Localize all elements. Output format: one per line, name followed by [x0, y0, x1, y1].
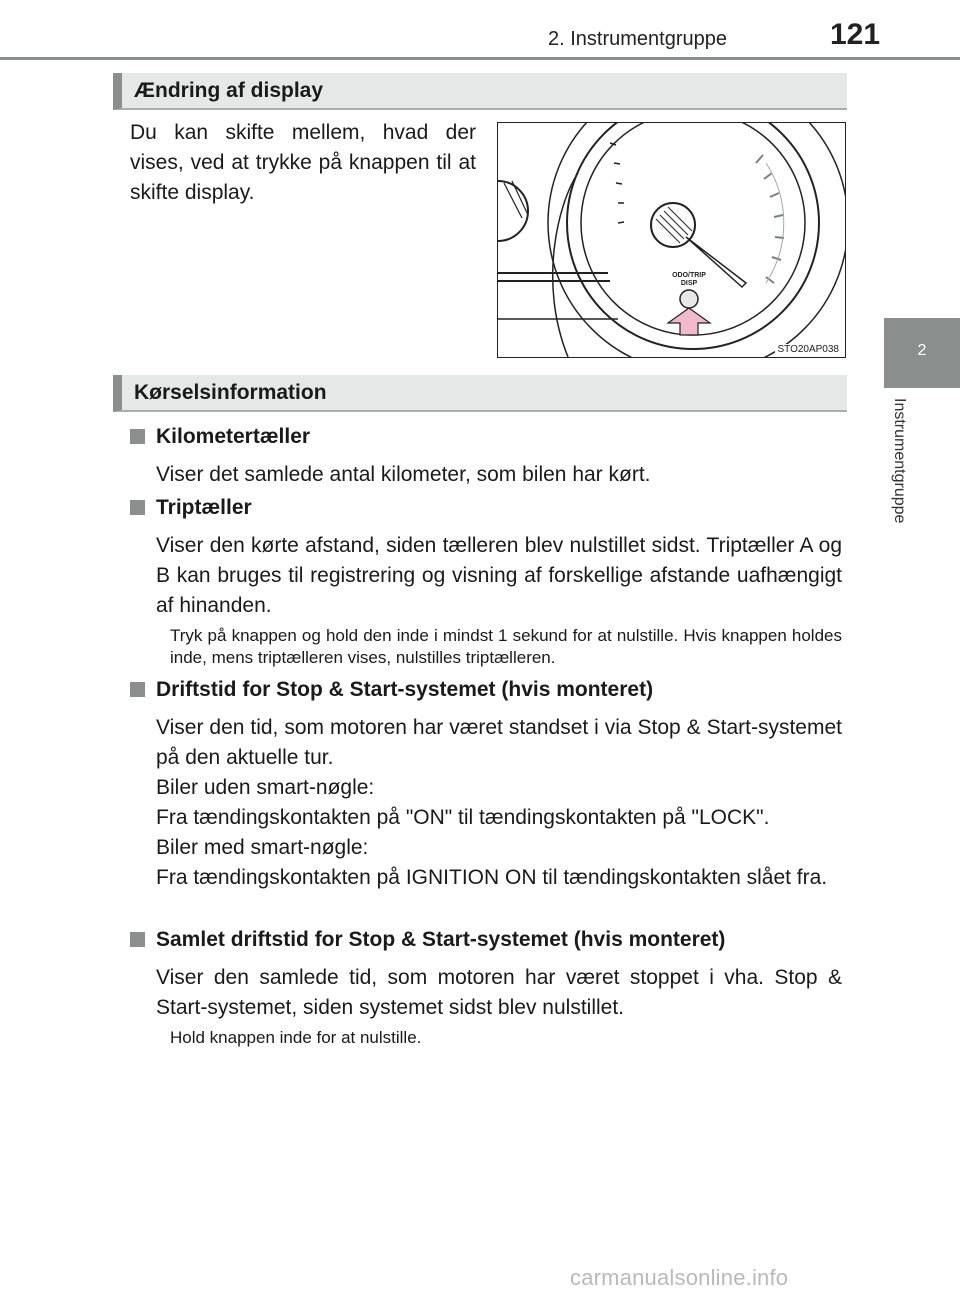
item-body	[156, 713, 842, 893]
cluster-drawing	[498, 123, 845, 357]
pointer-arrow	[668, 308, 710, 335]
intro-paragraph: Du kan skifte mellem, hvad der vises, ved at trykke på knappen til at skifte display.	[130, 121, 476, 204]
item-total-stop-start-time	[130, 926, 842, 1049]
item-title: Samlet driftstid for Stop & Start-systemet (hvis monteret)	[156, 928, 726, 951]
item-body: Viser det samlede antal kilometer, som bilen har kørt.	[156, 463, 651, 486]
odo-trip-button	[680, 290, 698, 308]
body-line: Fra tændingskontakten på "ON" til tændingskontakten på "LOCK".	[156, 806, 770, 829]
running-header-section: 2. Instrumentgruppe	[548, 28, 727, 50]
watermark: carmanualsonline.info	[570, 1265, 789, 1290]
bullet-square	[130, 682, 145, 697]
header-rule	[0, 57, 960, 60]
item-stop-start-time	[130, 676, 842, 893]
body-line: Fra tændingskontakten på IGNITION ON til tændingskontakten slået fra.	[156, 866, 828, 889]
section-heading-change-display	[113, 73, 847, 110]
item-body: Viser den samlede tid, som motoren har været stoppet i vha. Stop & Start-systemet, siden systemet sidst blev nulstillet.	[156, 966, 842, 1019]
figure-button-label-1: ODO/TRIP	[672, 272, 706, 279]
body-line: Viser den tid, som motoren har været standset i via Stop & Start-systemet på den aktuelle tur.	[156, 716, 842, 769]
chapter-side-label	[891, 398, 922, 598]
section-heading-text: Kørselsinformation	[134, 381, 327, 404]
body-line: Biler uden smart-nøgle:	[156, 776, 375, 799]
item-body: Viser den kørte afstand, siden tælleren blev nulstillet sidst. Triptæller A og B kan bruges til registrering og visning af forskellige afstande uafhængigt af hinanden.	[156, 534, 842, 617]
item-odometer	[130, 423, 842, 490]
item-title: Triptæller	[156, 496, 252, 519]
body-line: Biler med smart-nøgle:	[156, 836, 369, 859]
chapter-number: 2	[917, 342, 927, 359]
item-title: Kilometertæller	[156, 425, 311, 448]
chapter-side-label-text: Instrumentgruppe	[891, 398, 908, 524]
bullet-square	[130, 500, 145, 515]
instrument-cluster-illustration	[497, 122, 846, 358]
bullet-square	[130, 932, 145, 947]
item-note: Tryk på knappen og hold den inde i mindst 1 sekund for at nulstille. Hvis knappen holdes inde, mens triptælleren vises, nulstilles triptælleren.	[170, 626, 842, 667]
section-heading-driving-info	[113, 375, 847, 412]
item-trip-meter	[130, 494, 842, 669]
item-note: Hold knappen inde for at nulstille.	[170, 1028, 422, 1047]
page-number: 121	[830, 18, 881, 51]
figure-button-label-2: DISP	[680, 280, 698, 287]
chapter-tab	[884, 318, 960, 388]
bullet-square	[130, 429, 145, 444]
figure-code: STO20AP038	[777, 344, 839, 355]
section-heading-text: Ændring af display	[134, 79, 324, 102]
item-title: Driftstid for Stop & Start-systemet (hvis monteret)	[156, 678, 654, 701]
